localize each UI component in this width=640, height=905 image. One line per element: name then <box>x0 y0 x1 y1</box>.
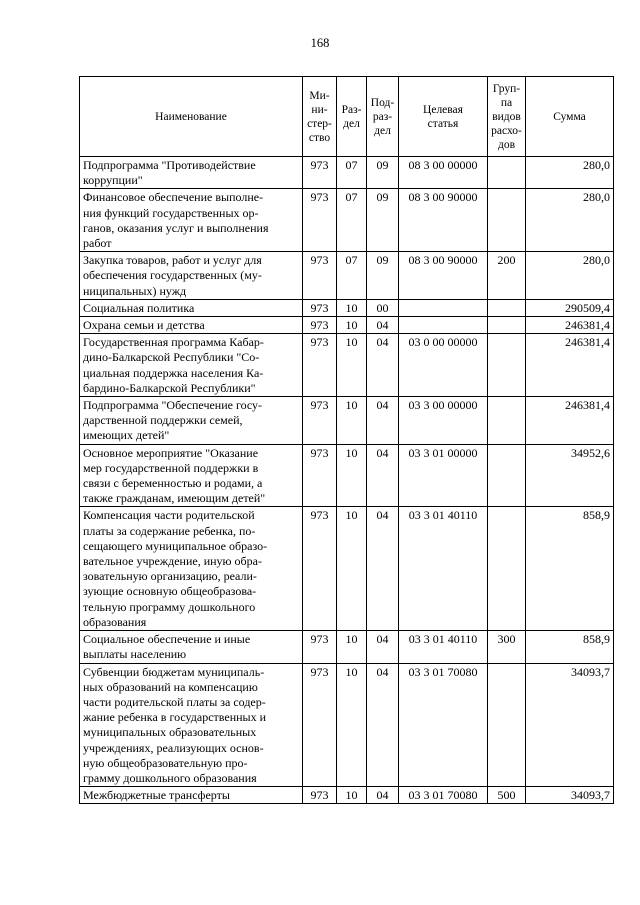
page-number: 168 <box>310 36 330 50</box>
table-row <box>80 507 614 631</box>
cell-subsection: 04 <box>367 787 399 804</box>
cell-group <box>488 317 526 334</box>
budget-table <box>79 76 614 804</box>
cell-sum: 246381,4 <box>526 334 614 397</box>
cell-subsection: 09 <box>367 252 399 300</box>
cell-target <box>399 299 488 316</box>
cell-subsection: 09 <box>367 157 399 189</box>
cell-target: 03 3 00 00000 <box>399 397 488 445</box>
cell-target: 08 3 00 90000 <box>399 252 488 300</box>
cell-section: 10 <box>337 397 367 445</box>
header-name: Наименование <box>80 77 303 157</box>
cell-section: 10 <box>337 787 367 804</box>
cell-name: Финансовое обеспечение выполне- ния функций государственных ор- ганов, оказания услуг и выполнения работ <box>80 189 303 252</box>
header-ministry: Ми- ни- стер- ство <box>303 77 337 157</box>
cell-name: Субвенции бюджетам муниципаль- ных образований на компенсацию части родительской платы за содер- жание ребенка в государственных и муниципальных образовательных учреждениях, реализующих основ- ную общеобразовательную про- грамму дошкольного образования <box>80 663 303 787</box>
table-body <box>80 157 614 804</box>
cell-ministry: 973 <box>303 157 337 189</box>
cell-target: 03 3 01 40110 <box>399 631 488 663</box>
cell-target: 08 3 00 90000 <box>399 189 488 252</box>
header-target: Целевая статья <box>399 77 488 157</box>
cell-section: 10 <box>337 507 367 631</box>
cell-subsection: 04 <box>367 317 399 334</box>
cell-subsection: 04 <box>367 397 399 445</box>
cell-group <box>488 397 526 445</box>
table-row <box>80 334 614 397</box>
cell-section: 10 <box>337 631 367 663</box>
cell-group: 200 <box>488 252 526 300</box>
table-row <box>80 252 614 300</box>
cell-name: Социальная политика <box>80 299 303 316</box>
cell-name: Государственная программа Кабар- дино-Балкарской Республики "Со- циальная поддержка населения Ка- бардино-Балкарской Республики" <box>80 334 303 397</box>
cell-group <box>488 444 526 507</box>
cell-name: Подпрограмма "Противодействие коррупции" <box>80 157 303 189</box>
cell-ministry: 973 <box>303 397 337 445</box>
table-row <box>80 397 614 445</box>
cell-subsection: 04 <box>367 663 399 787</box>
cell-target: 03 0 00 00000 <box>399 334 488 397</box>
cell-sum: 280,0 <box>526 189 614 252</box>
cell-section: 10 <box>337 299 367 316</box>
cell-target: 08 3 00 00000 <box>399 157 488 189</box>
cell-subsection: 04 <box>367 444 399 507</box>
table-row <box>80 631 614 663</box>
cell-sum: 280,0 <box>526 157 614 189</box>
cell-ministry: 973 <box>303 507 337 631</box>
cell-name: Компенсация части родительской платы за содержание ребенка, по- сещающего муниципальное образо- вательное учреждение, иную обра- зовательную организацию, реали- зующие основную общеобразова- тельную программу дошкольного образования <box>80 507 303 631</box>
cell-sum: 34093,7 <box>526 787 614 804</box>
cell-sum: 246381,4 <box>526 317 614 334</box>
cell-group <box>488 663 526 787</box>
cell-section: 10 <box>337 317 367 334</box>
cell-ministry: 973 <box>303 444 337 507</box>
cell-name: Социальное обеспечение и иные выплаты населению <box>80 631 303 663</box>
cell-group <box>488 157 526 189</box>
table-row <box>80 299 614 316</box>
cell-name: Закупка товаров, работ и услуг для обеспечения государственных (му- ниципальных) нужд <box>80 252 303 300</box>
cell-target: 03 3 01 00000 <box>399 444 488 507</box>
cell-group: 500 <box>488 787 526 804</box>
cell-sum: 290509,4 <box>526 299 614 316</box>
cell-sum: 858,9 <box>526 631 614 663</box>
cell-group <box>488 507 526 631</box>
header-sum: Сумма <box>526 77 614 157</box>
cell-ministry: 973 <box>303 317 337 334</box>
table-row <box>80 317 614 334</box>
cell-section: 07 <box>337 189 367 252</box>
table-row <box>80 189 614 252</box>
header-section: Раз- дел <box>337 77 367 157</box>
cell-target: 03 3 01 40110 <box>399 507 488 631</box>
cell-group: 300 <box>488 631 526 663</box>
cell-target <box>399 317 488 334</box>
cell-section: 10 <box>337 444 367 507</box>
cell-ministry: 973 <box>303 631 337 663</box>
cell-ministry: 973 <box>303 189 337 252</box>
table-row <box>80 157 614 189</box>
cell-sum: 280,0 <box>526 252 614 300</box>
cell-section: 07 <box>337 252 367 300</box>
cell-name: Охрана семьи и детства <box>80 317 303 334</box>
cell-sum: 34093,7 <box>526 663 614 787</box>
cell-subsection: 09 <box>367 189 399 252</box>
header-subsection: Под- раз- дел <box>367 77 399 157</box>
cell-sum: 34952,6 <box>526 444 614 507</box>
table-row <box>80 787 614 804</box>
cell-ministry: 973 <box>303 252 337 300</box>
table-header-row <box>80 77 614 157</box>
cell-ministry: 973 <box>303 787 337 804</box>
cell-group <box>488 189 526 252</box>
cell-sum: 858,9 <box>526 507 614 631</box>
table-row <box>80 444 614 507</box>
cell-section: 07 <box>337 157 367 189</box>
cell-name: Подпрограмма "Обеспечение госу- дарственной поддержки семей, имеющих детей" <box>80 397 303 445</box>
cell-name: Основное мероприятие "Оказание мер государственной поддержки в связи с беременностью и родами, а также гражданам, имеющим детей" <box>80 444 303 507</box>
cell-sum: 246381,4 <box>526 397 614 445</box>
cell-subsection: 04 <box>367 334 399 397</box>
cell-group <box>488 334 526 397</box>
cell-name: Межбюджетные трансферты <box>80 787 303 804</box>
cell-target: 03 3 01 70080 <box>399 663 488 787</box>
cell-subsection: 00 <box>367 299 399 316</box>
cell-section: 10 <box>337 663 367 787</box>
header-group: Груп- па видов расхо- дов <box>488 77 526 157</box>
cell-ministry: 973 <box>303 334 337 397</box>
cell-ministry: 973 <box>303 299 337 316</box>
table-row <box>80 663 614 787</box>
cell-target: 03 3 01 70080 <box>399 787 488 804</box>
cell-ministry: 973 <box>303 663 337 787</box>
cell-subsection: 04 <box>367 631 399 663</box>
cell-section: 10 <box>337 334 367 397</box>
cell-subsection: 04 <box>367 507 399 631</box>
cell-group <box>488 299 526 316</box>
